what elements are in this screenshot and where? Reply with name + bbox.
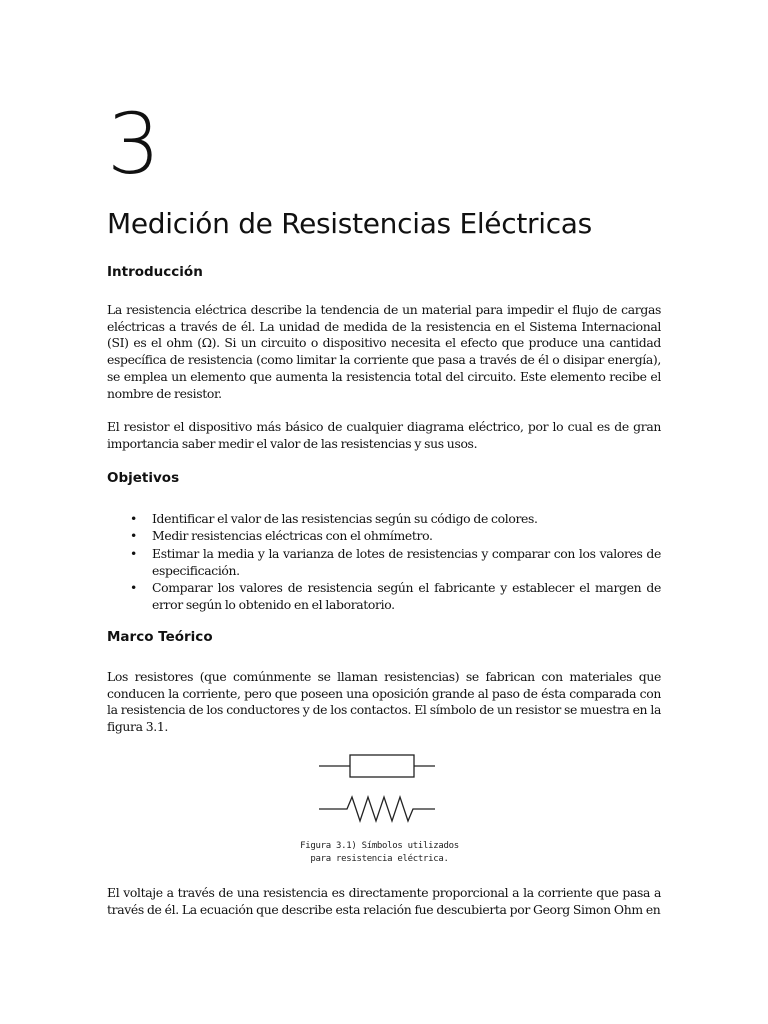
caption-line-2: para resistencia eléctrica. [310,854,449,864]
objectives-list [107,510,661,614]
resistor-zigzag-icon [319,797,435,821]
heading-introduccion: Introducción [107,264,203,280]
figure-caption [287,840,472,866]
list-item: • Comparar los valores de resistencia según el fabricante y establecer el margen de error según lo obtenido en el laboratorio. [107,579,661,614]
intro-paragraph-2: El resistor el dispositivo más básico de cualquier diagrama eléctrico, por lo cual es de gran importancia saber medir el valor de las resistencias y sus usos. [107,419,661,451]
caption-line-1: Figura 3.1) Símbolos utilizados [300,841,459,851]
heading-marco-teorico: Marco Teórico [107,629,213,645]
resistor-symbols-figure [319,745,435,825]
chapter-title: Medición de Resistencias Eléctricas [107,207,592,240]
heading-objetivos: Objetivos [107,470,180,486]
list-item: • Identificar el valor de las resistencias según su código de colores. [107,510,661,527]
theory-paragraph-2: El voltaje a través de una resistencia es directamente proporcional a la corriente que pasa a través de él. La ecuación que describe esta relación fue descubierta por Georg Simon Ohm en [107,885,661,917]
chapter-number: 3 [107,95,161,193]
list-item: • Estimar la media y la varianza de lotes de resistencias y comparar con los valores de especificación. [107,545,661,580]
resistor-rectangle-icon [319,755,435,777]
list-item: • Medir resistencias eléctricas con el ohmímetro. [107,527,661,544]
intro-paragraph-1: La resistencia eléctrica describe la tendencia de un material para impedir el flujo de cargas eléctricas a través de él. La unidad de medida de la resistencia en el Sistema Internacional (SI) es el ohm (Ω). Si un circuito o dispositivo necesita el efecto que produce una cantidad específica de resistencia (como limitar la corriente que pasa a través de él o disipar energía), se emplea un elemento que aumenta la resistencia total del circuito. Este elemento recibe el nombre de resistor. [107,302,661,401]
theory-paragraph-1: Los resistores (que comúnmente se llaman resistencias) se fabrican con materiales que conducen la corriente, pero que poseen una oposición grande al paso de ésta comparada con la resistencia de los conductores y de los contactos. El símbolo de un resistor se muestra en la figura 3.1. [107,669,661,735]
